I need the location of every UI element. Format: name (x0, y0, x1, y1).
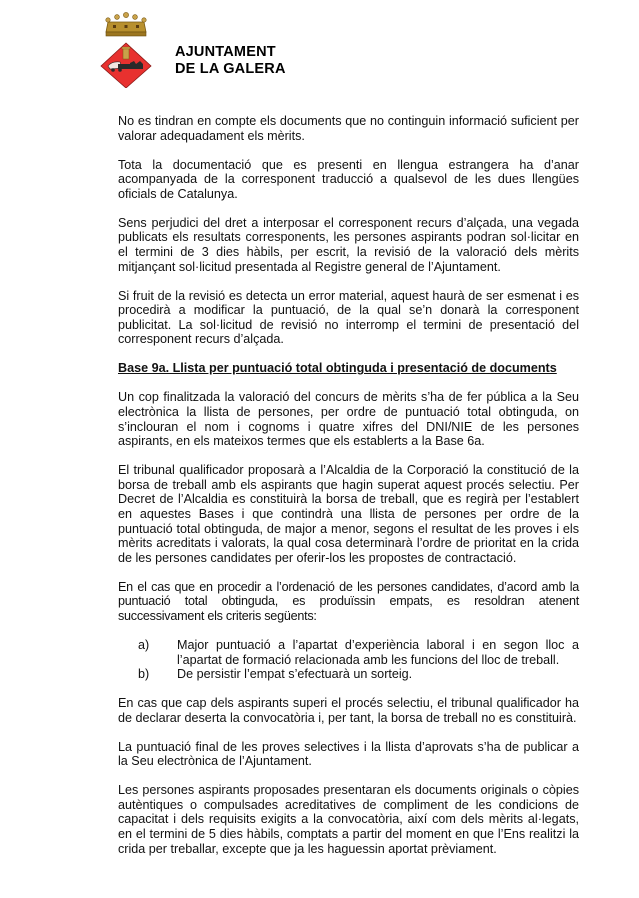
list-marker: a) (138, 637, 150, 652)
paragraph-insufficient-info: No es tindran en compte els documents que no continguin informació suficient per valorar adequadament els mèrits. (118, 114, 579, 143)
criteria-item-b (138, 667, 579, 682)
letterhead (96, 8, 396, 88)
criteria-text: Major puntuació a l’apartat d’experiència laboral i en segon lloc a l’apartat de formació relacionada amb les funcions del lloc de treball. (177, 637, 579, 667)
tie-break-criteria-list (118, 638, 579, 682)
paragraph-foreign-language: Tota la documentació que es presenti en llengua estrangera ha d’anar acompanyada de la corresponent traducció a qualsevol de les dues llengües oficials de Catalunya. (118, 157, 579, 201)
list-marker: b) (138, 667, 150, 682)
paragraph-document-submission: Les persones aspirants proposades presentaran els documents originals o còpies autèntiques o compulsades acreditatives de compliment de les condicions de capacitat i dels requisits exigits a la convocatòria, així com dels mèrits al·legats, en el termini de 5 dies hàbils, comptats a partir del moment en que l’Ens realitzi la crida per treballar, excepte que ja les haguessin aportat prèviament. (118, 783, 579, 856)
section-heading-base-9a: Base 9a. Llista per puntuació total obtinguda i presentació de documents (118, 361, 557, 376)
paragraph-tie-break: En el cas que en procedir a l’ordenació de les persones candidates, d’acord amb la puntuació total obtinguda, es produïssin empats, es resoldran atenent successivament els criteris següents: (118, 579, 579, 623)
paragraph-deserted-call: En cas que cap dels aspirants superi el procés selectiu, el tribunal qualificador ha de declarar deserta la convocatòria i, per tant, la borsa de treball no es constituirà. (118, 696, 579, 725)
paragraph-ranking-publication: Un cop finalitzada la valoració del concurs de mèrits s’ha de fer pública a la Seu electrònica la llista de persones, per ordre de puntuació total obtinguda, on s’inclouran el nom i cognoms i quatre xifres del DNI/NIE de les persones aspirants, en els mateixos termes que els establerts a la Base 6a. (118, 390, 579, 449)
paragraph-material-error: Si fruit de la revisió es detecta un error material, aquest haurà de ser esmenat i es procedirà a modificar la puntuació, de la qual se’n donarà la corresponent publicitat. La sol·licitud de revisió no interromp el termini de presentació del corresponent recurs d’alçada. (118, 288, 579, 347)
paragraph-review-request: Sens perjudici del dret a interposar el corresponent recurs d’alçada, una vegada publicats els resultats corresponents, les persones aspirants podran sol·licitar en el termini de 3 dies hàbils, per escrit, la revisió de la valoració dels mèrits mitjançant sol·licitud presentada al Registre general de l’Ajuntament. (118, 215, 579, 274)
paragraph-job-pool: El tribunal qualificador proposarà a l’Alcaldia de la Corporació la constitució de la borsa de treball amb els aspirants que hagin superat aquest procés selectiu. Per Decret de l’Alcaldia es constituirà la borsa de treball, que es regirà per l’establert en aquestes Bases i que contindrà una llista de persones per ordre de la puntuació total obtinguda, de major a menor, segons el resultat de les proves i els mèrits acreditats i valorats, la qual cosa determinarà l’ordre de prioritat en la crida de les persones candidates per oferir-los les propostes de contractació. (118, 463, 579, 565)
criteria-item-a (138, 638, 579, 667)
coat-of-arms-icon (96, 8, 156, 88)
paragraph-final-score-publication: La puntuació final de les proves selectives i la llista d’aprovats s’ha de publicar a la Seu electrònica de l’Ajuntament. (118, 739, 579, 769)
org-name-line-1: AJUNTAMENT (175, 44, 276, 60)
organization-name (175, 44, 286, 78)
criteria-text: De persistir l’empat s’efectuarà un sorteig. (177, 667, 413, 682)
org-name-line-2: DE LA GALERA (175, 61, 286, 77)
shield-icon (101, 43, 151, 88)
crown-icon (106, 12, 146, 36)
document-body (118, 114, 579, 871)
